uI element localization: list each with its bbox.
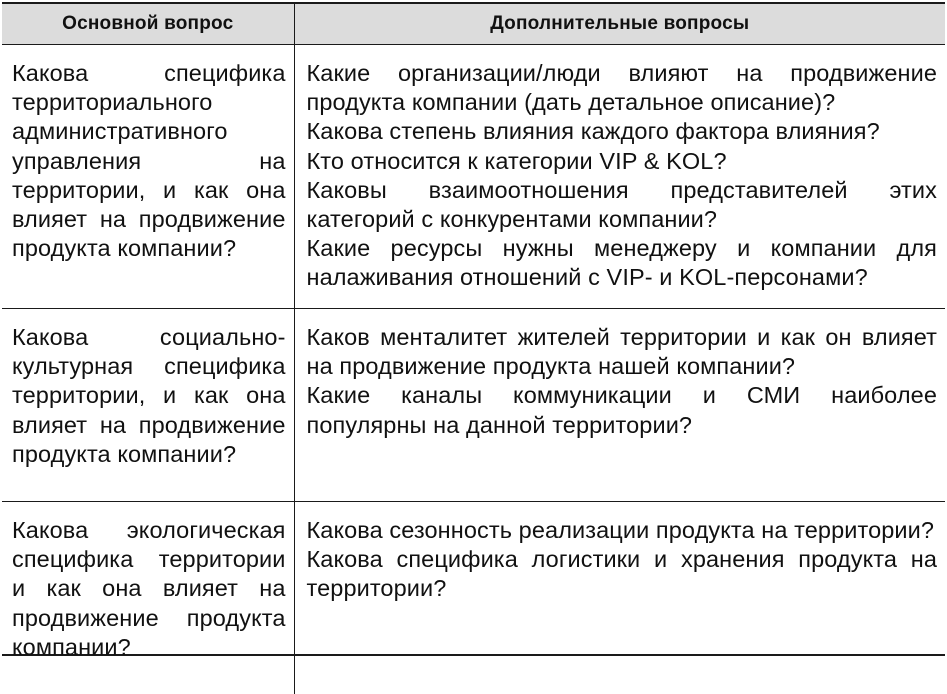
table-row xyxy=(2,45,945,309)
main-question-cell: Какова социально-культурная специфика территории, и как она влияет на продвижение продукта компании? xyxy=(2,309,294,502)
header-main-question: Основной вопрос xyxy=(2,4,294,45)
extra-question: Какова степень влияния каждого фактора влияния? xyxy=(307,117,938,146)
extra-question: Какие каналы коммуникации и СМИ наиболее популярны на данной территории? xyxy=(307,381,938,439)
table-header-row xyxy=(2,4,945,45)
questions-table xyxy=(2,4,945,694)
questions-table-wrapper xyxy=(2,2,945,656)
extra-question: Какие организации/люди влияют на продвижение продукта компании (дать детальное описание)? xyxy=(307,59,938,117)
main-question-cell: Какова специфика территориального административного управления на территории, и как она влияет на продвижение продукта компании? xyxy=(2,45,294,309)
table-row xyxy=(2,309,945,502)
extra-questions-cell xyxy=(294,309,945,502)
extra-question: Кто относится к категории VIP & KOL? xyxy=(307,147,938,176)
extra-question: Какие ресурсы нужны менеджеру и компании для налаживания отношений с VIP- и KOL-персонами? xyxy=(307,234,938,292)
extra-question: Какова сезонность реализации продукта на территории? xyxy=(307,516,938,545)
extra-question: Какова специфика логистики и хранения продукта на территории? xyxy=(307,545,938,603)
table-row xyxy=(2,502,945,694)
extra-question: Каков менталитет жителей территории и как он влияет на продвижение продукта нашей компании? xyxy=(307,323,938,381)
extra-question: Каковы взаимоотношения представителей этих категорий с конкурентами компании? xyxy=(307,176,938,234)
header-extra-questions: Дополнительные вопросы xyxy=(294,4,945,45)
extra-questions-cell xyxy=(294,45,945,309)
extra-questions-cell xyxy=(294,502,945,694)
main-question-cell: Какова экологическая специфика территории и как она влияет на продвижение продукта компании? xyxy=(2,502,294,694)
